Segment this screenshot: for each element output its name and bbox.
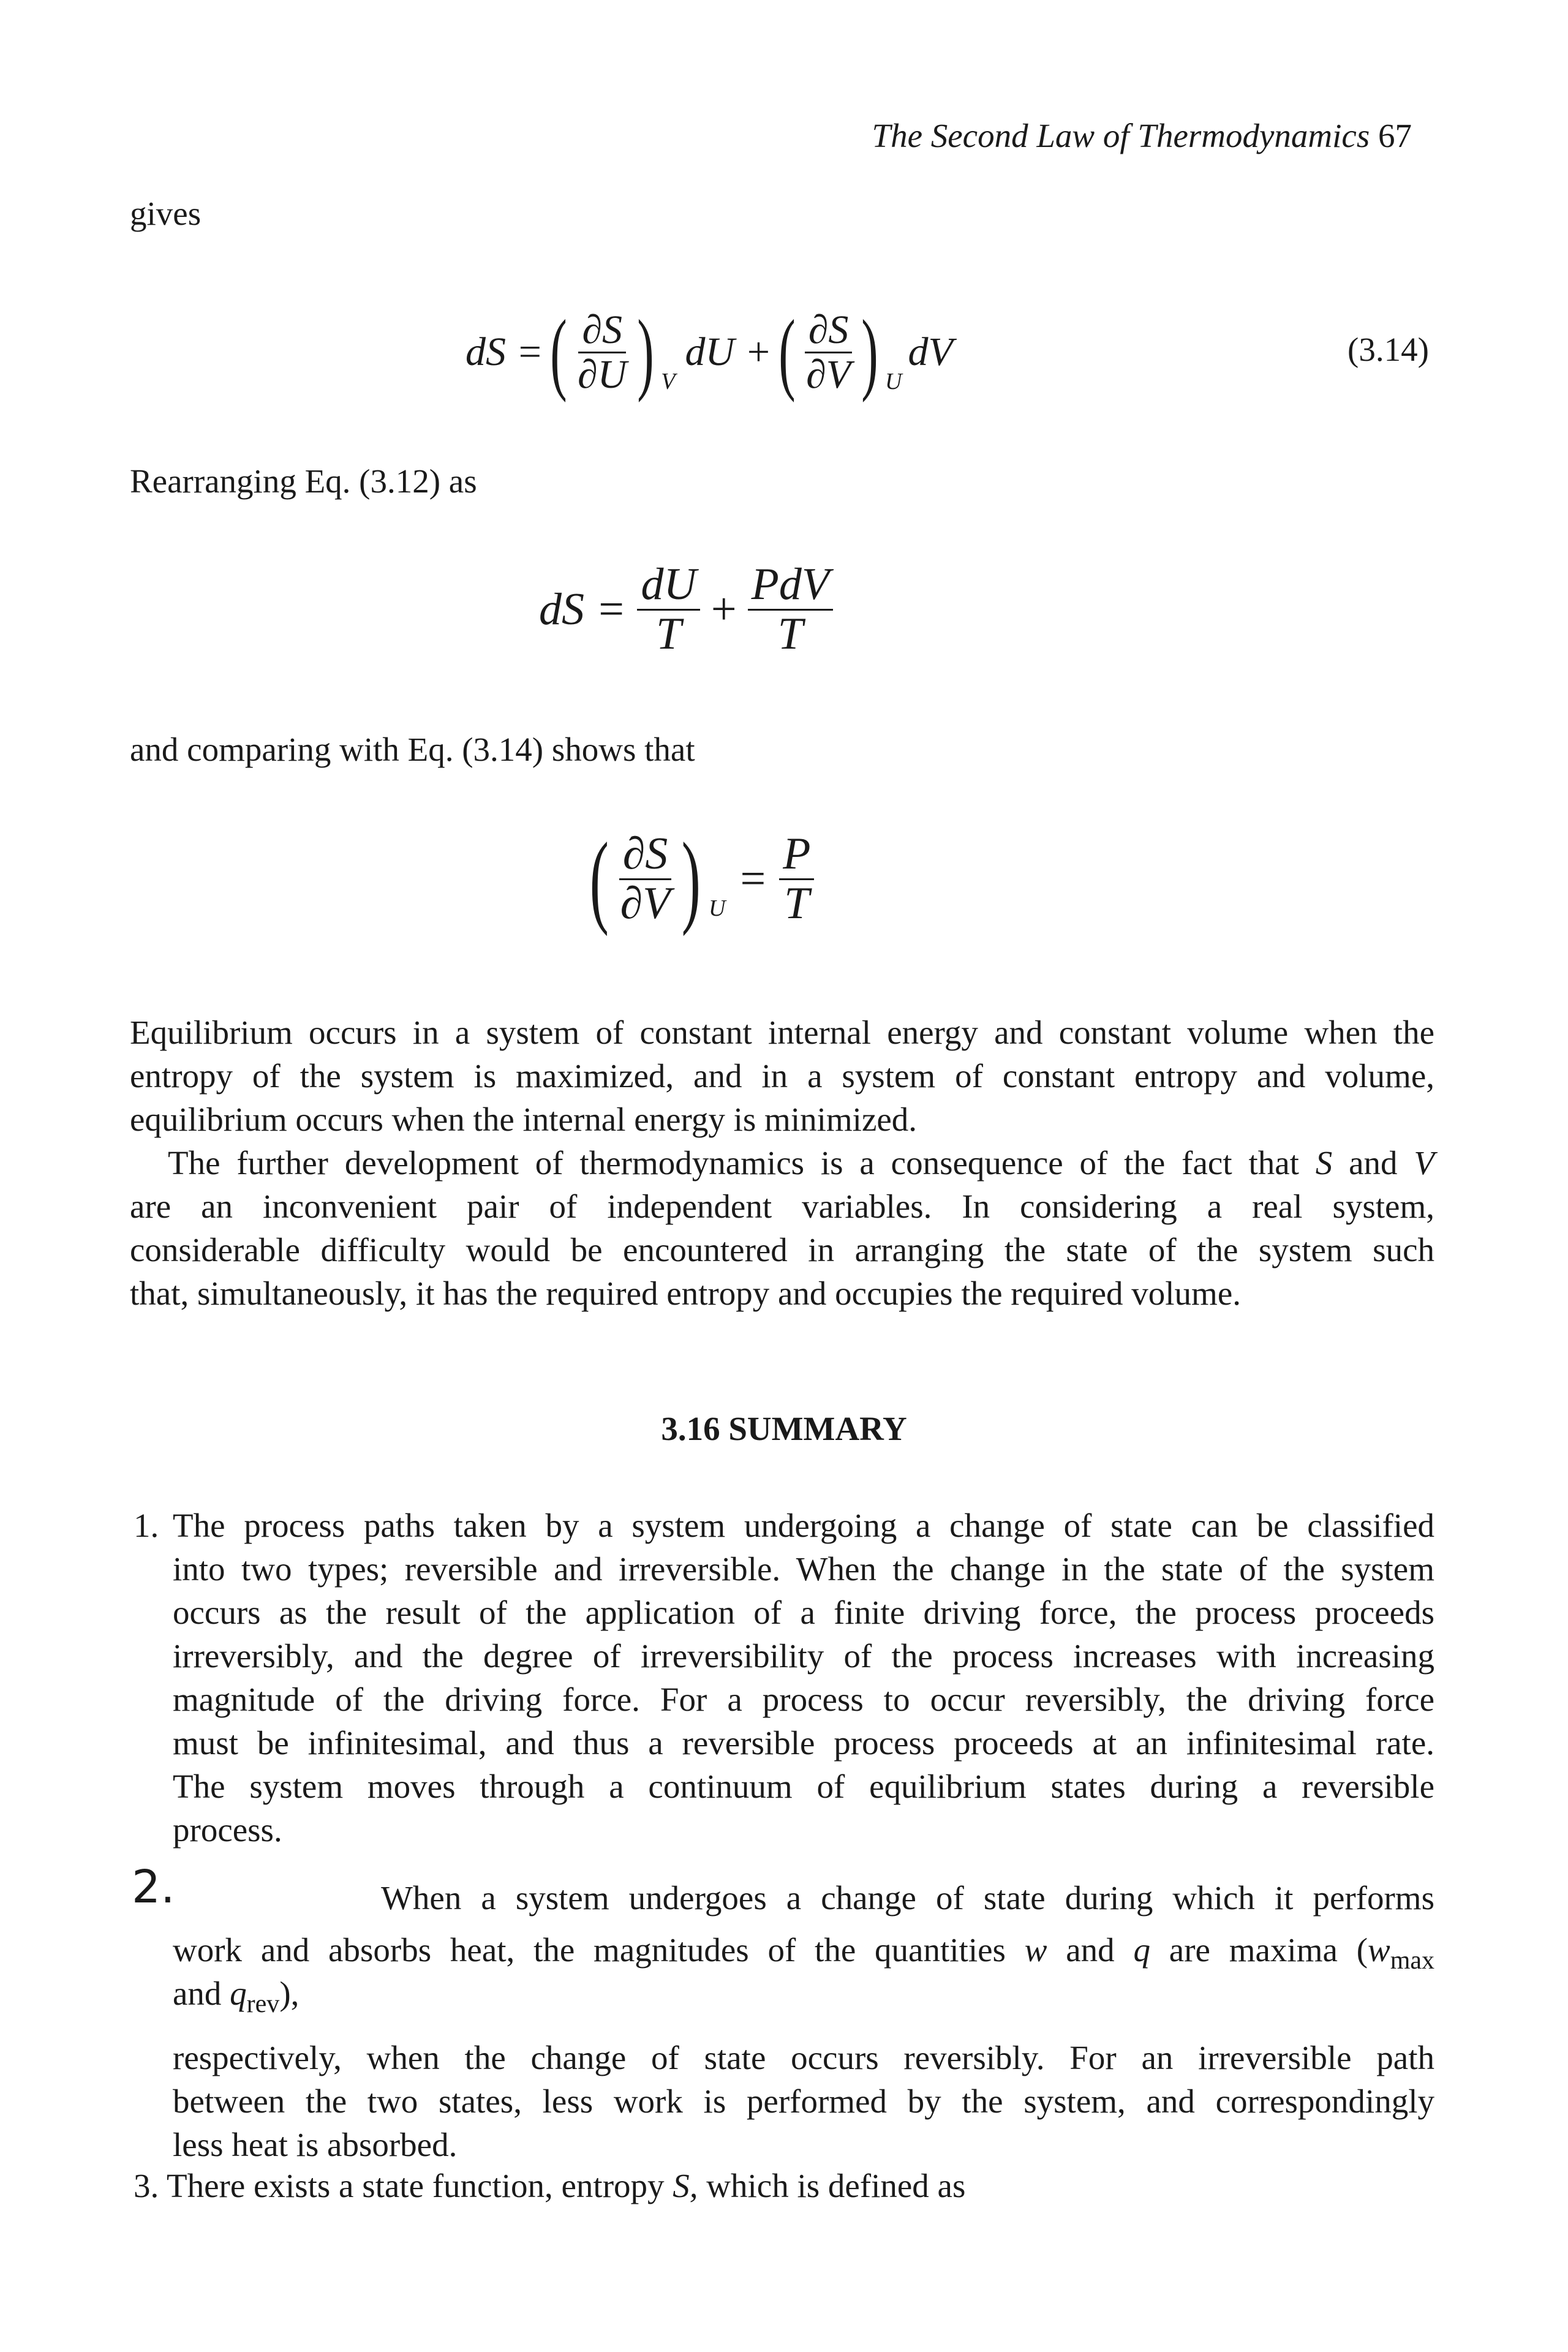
paragraph-further-development: The further development of thermodynamics is a consequence of the fact that S and V are an inconvenient pair of independent variables. In considering a real system, considerable difficulty would be encountered in arranging the state of the system such that, simultaneously, it has the required entropy and occupies the required volume. [130, 1144, 1435, 1312]
running-title: The Second Law of Thermodynamics [872, 117, 1370, 154]
paragraph-equilibrium: Equilibrium occurs in a system of constant internal energy and constant volume when the entropy of the system is maximized, and in a system of constant entropy and volume, equilibrium occurs when the internal energy is minimized. [130, 1014, 1434, 1138]
text-gives: gives [130, 195, 202, 232]
section-heading: 3.16 SUMMARY [661, 1410, 907, 1447]
text-comparing: and comparing with Eq. (3.14) shows that [130, 731, 695, 768]
page-number: 67 [1378, 117, 1412, 154]
running-header [824, 116, 1412, 155]
summary-item-2-line2: work and absorbs heat, the magnitudes of the quantities w and q are maxima ($w_{max}$ [173, 1931, 1435, 1975]
equation-partial: ( $\frac{\partial S}{\partial V}$ ) U = $\frac{P}{T}$ [582, 809, 814, 949]
equation-rearranged: dS = $\frac{dU}{T}$ + $\frac{\text{PdV}}{T}$ [539, 539, 833, 680]
eq-fraction-1: $\frac{\partial S}{\partial U}$ [578, 307, 627, 397]
summary-item-2-continued: respectively, when the change of state occurs reversibly. For an irreversible path between the two states, less work is performed by the system, and correspondingly less heat is absorbed. [173, 2039, 1434, 2163]
item-2-marker: 2. [132, 1861, 175, 1913]
equation-3-14: dS = ( $\frac{\partial S}{\partial U}$ ) V dU + ( $\frac{\partial S}{\partial V}$ ) U dV [466, 301, 953, 403]
eq-fraction-2: $\frac{\partial S}{\partial V}$ [802, 309, 854, 396]
item-1-marker: 1. [134, 1507, 159, 1544]
summary-item-2-line1: When a system undergoes a change of state during which it performs [381, 1879, 1434, 1917]
equation-number: (3.14) [1348, 331, 1429, 368]
summary-item-2-line3: and $q_{rev}$), [173, 1975, 300, 2018]
summary-item-3: 3. There exists a state function, entropy S, which is defined as [134, 2167, 966, 2204]
text-rearranging: Rearranging Eq. (3.12) as [130, 462, 477, 500]
summary-item-1: The process paths taken by a system undergoing a change of state can be classified into two types; reversible and irreversible. When the change in the state of the system occurs as the result of the application of a finite driving force, the process proceeds irreversibly, and the degree of irreversibility of the process increases with increasing magnitude of the driving force. For a process to occur reversibly, the driving force must be infinitesimal, and thus a reversible process proceeds at an infinitesimal rate. The system moves through a continuum of equilibrium states during a reversible process. [173, 1507, 1434, 1849]
eq-lhs: dS = [466, 330, 544, 374]
